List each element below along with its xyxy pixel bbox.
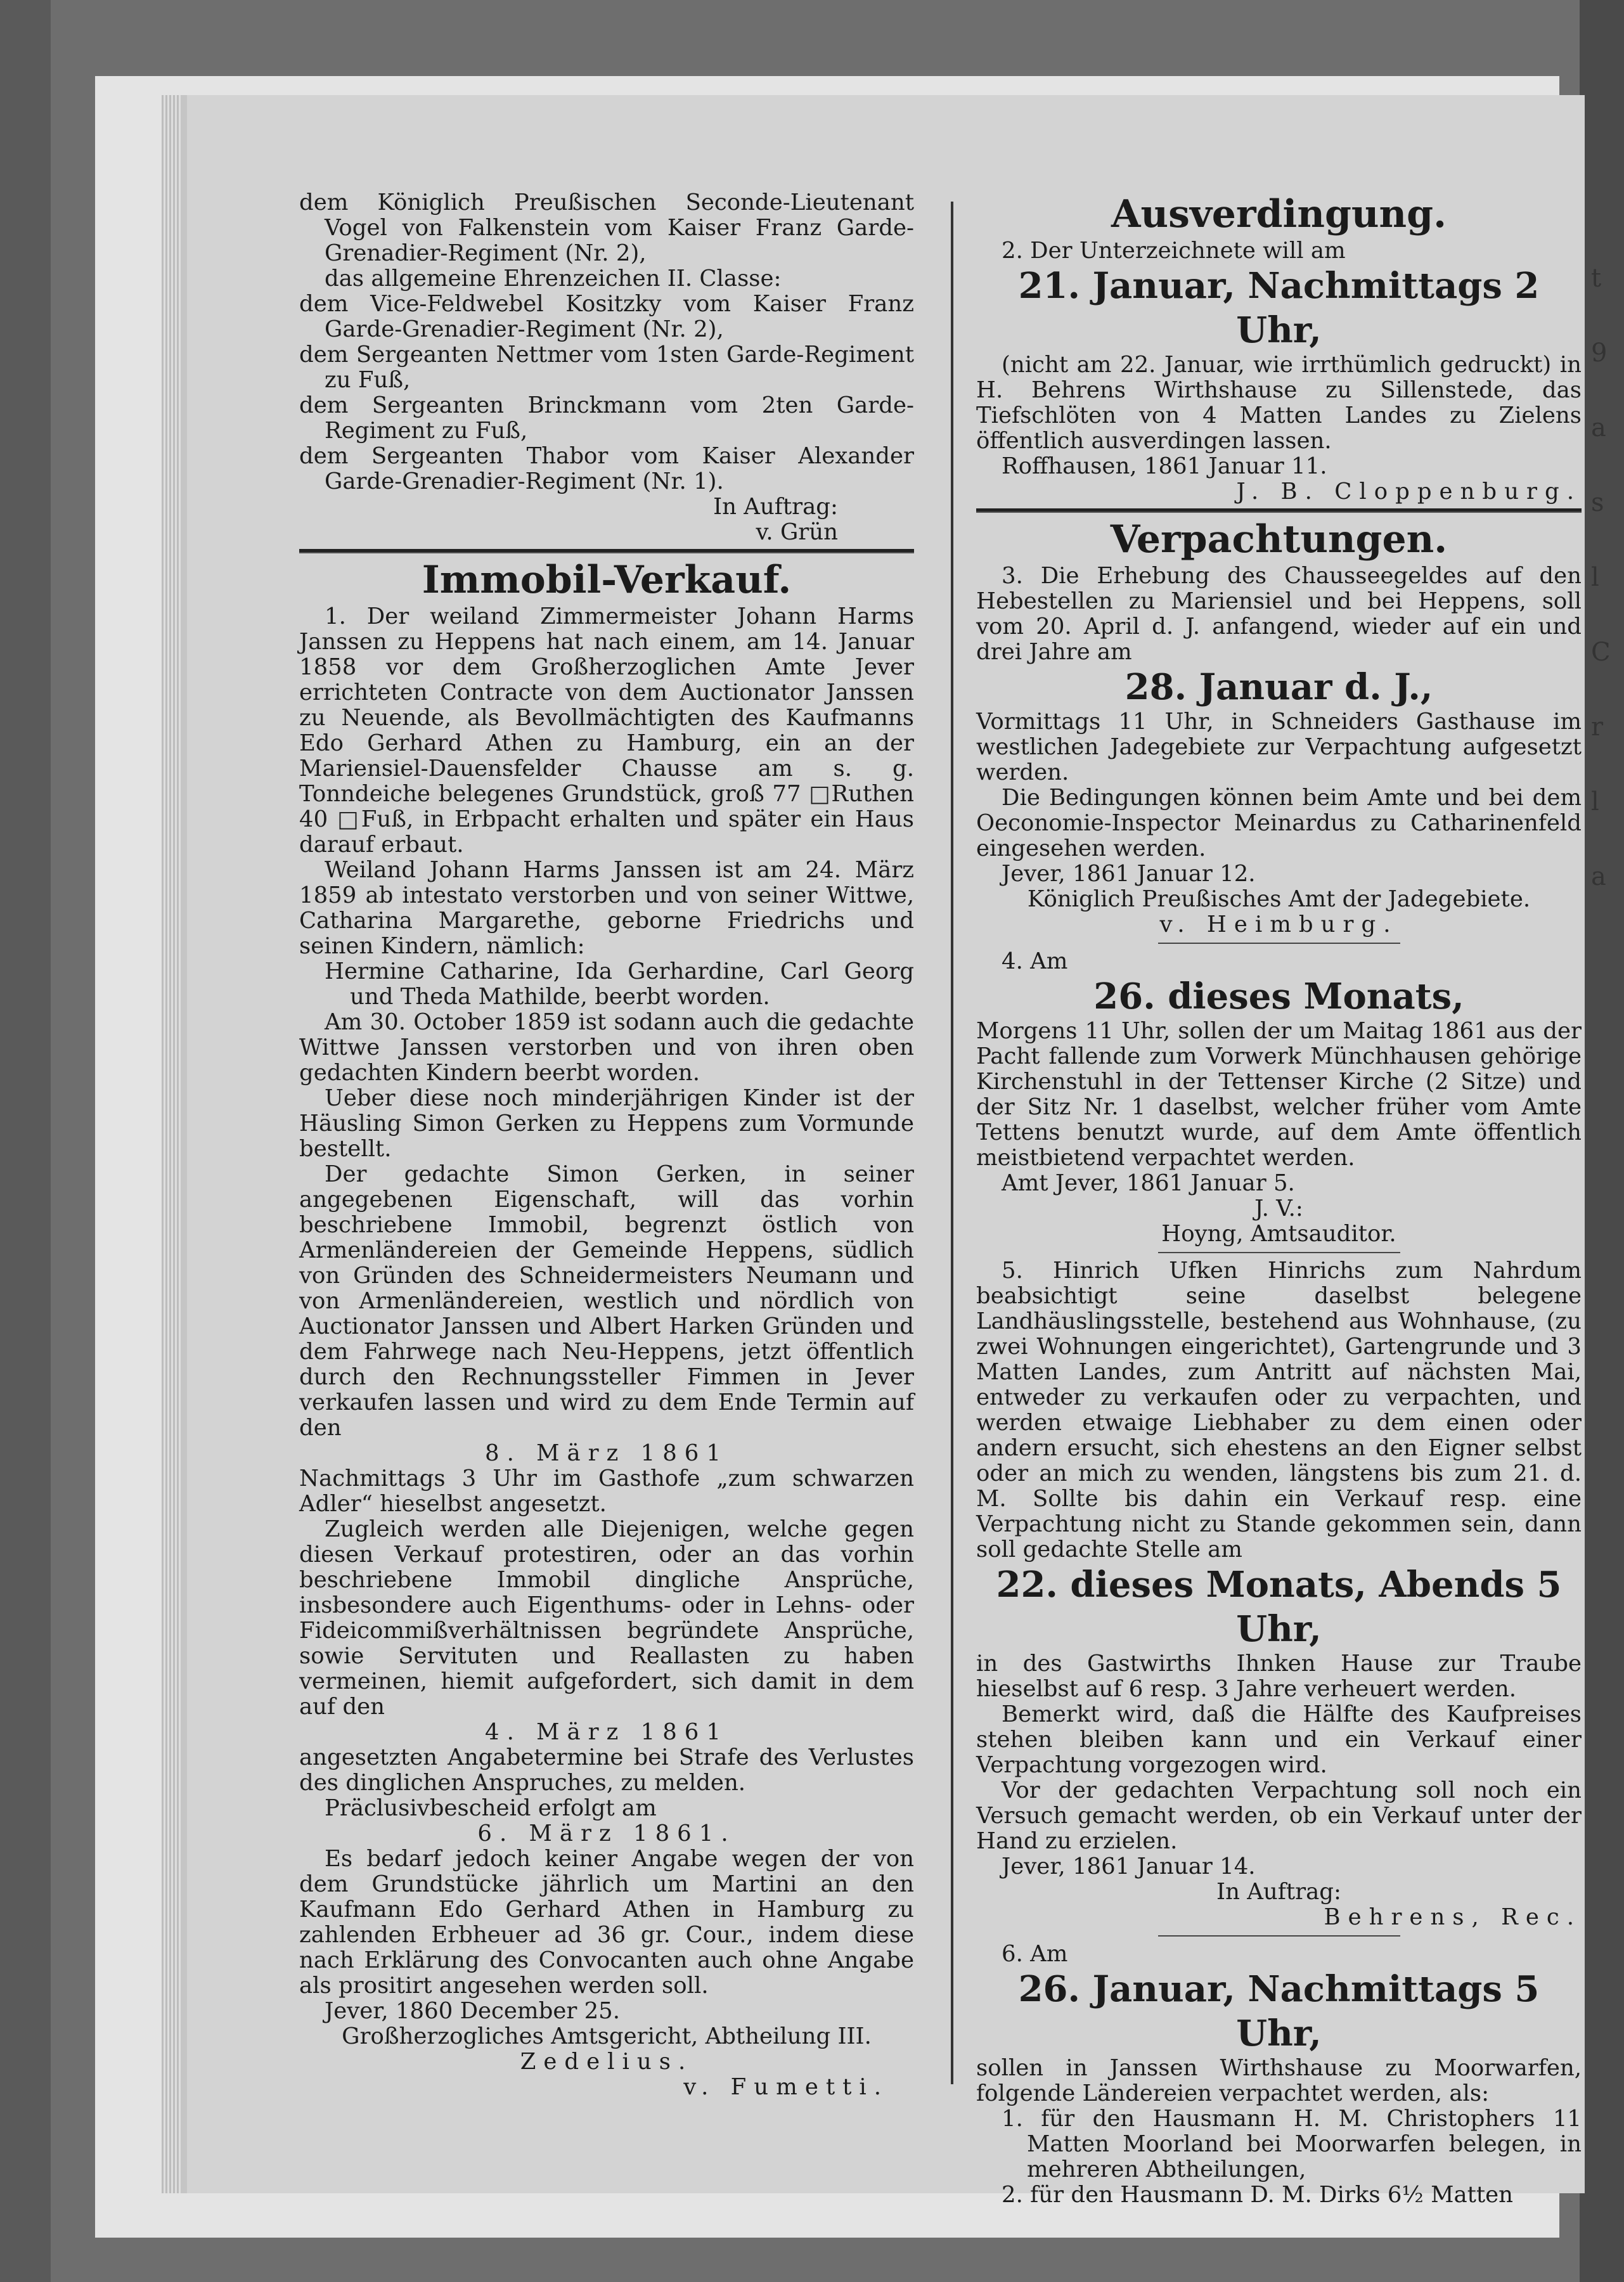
notice-body: 3. Die Erhebung des Chausseegeldes auf den Hebestellen zu Mariensiel und bei Heppens, soll vom 20. April d. J. anfangend, wieder auf ein und drei Jahre am: [976, 563, 1582, 665]
paragraph: Präclusivbescheid erfolgt am: [325, 1795, 657, 1821]
notice-separator: [1158, 1935, 1400, 1937]
notice-body: Die Bedingungen können beim Amte und bei dem Oeconomie-Inspector Meinardus zu Catharinenfeld eingesehen werden.: [976, 785, 1582, 861]
honour-entry: dem Vice-Feldwebel Kositzky vom Kaiser Franz Garde-Grenadier-Regiment (Nr. 2),: [299, 291, 914, 342]
place-date: Jever, 1861 Januar 12.: [1002, 861, 1256, 887]
notice-separator: [1158, 943, 1400, 944]
bleed-char: t: [1591, 264, 1602, 293]
notice-signature: Hoyng, Amtsauditor.: [1161, 1221, 1396, 1247]
notice-intro: 4. Am: [1002, 948, 1068, 974]
notice-signature: Behrens, Rec.: [1324, 1904, 1582, 1930]
paragraph: Der gedachte Simon Gerken, in seiner angegebenen Eigenschaft, will das vorhin beschriebene Immobil, begrenzt östlich von Armenländereien der Gemeinde Heppens, südlich von Gründen des Schneidermeisters Neumann und von Armenländereien, westlich und nördlich von Auctionator Janssen und Albert Harken Gründen und dem Fahrwege nach Neu-Heppens, jetzt öffentlich durch den Rechnungssteller Fimmen in Jever verkaufen lassen und wird zu dem Ende Termin auf den: [299, 1161, 914, 1441]
bleed-char: C: [1591, 638, 1611, 667]
notice-date: 26. dieses Monats,: [1093, 976, 1464, 1017]
place-date: Jever, 1860 December 25.: [325, 1998, 621, 2024]
notice-body: Bemerkt wird, daß die Hälfte des Kaufpreises stehen bleiben kann und ein Verkauf einer Verpachtung vorgezogen wird.: [976, 1701, 1582, 1778]
honours-signature: v. Grün: [756, 519, 838, 545]
paragraph: Am 30. October 1859 ist sodann auch die gedachte Wittwe Janssen verstorben und von ihren oben gedachten Kindern beerbt worden.: [299, 1009, 914, 1086]
notice-signature: J. B. Cloppenburg.: [1236, 479, 1582, 505]
notice-intro: 6. Am: [1002, 1941, 1068, 1967]
bleed-char: r: [1591, 712, 1604, 742]
column-divider: [951, 202, 953, 2084]
honour-entry: dem Sergeanten Thabor vom Kaiser Alexander Garde-Grenadier-Regiment (Nr. 1).: [299, 443, 914, 494]
claims-date: 4. März 1861: [485, 1719, 728, 1745]
place-date: Jever, 1861 Januar 14.: [1002, 1853, 1256, 1879]
page-stack-edge: [162, 95, 181, 2193]
section-title-verpachtungen: Verpachtungen.: [1110, 517, 1448, 562]
paragraph: Zugleich werden alle Diejenigen, welche gegen diesen Verkauf protestiren, oder an das vorhin beschriebene Immobil dingliche Ansprüche, insbesondere auch Eigenthums- oder in Lehns- oder Fideicommißverhältnissen begründete Ansprüche, sowie Servituten und Reallasten zu haben vermeinen, hiemit aufgefordert, sich damit in dem auf den: [299, 1516, 914, 1720]
section-rule: [976, 508, 1582, 513]
office-name: Königlich Preußisches Amt der Jadegebiete.: [1027, 886, 1531, 912]
notice-body: sollen in Janssen Wirthshause zu Moorwarfen, folgende Ländereien verpachtet werden, als:: [976, 2055, 1582, 2106]
notice-body: Vormittags 11 Uhr, in Schneiders Gasthause im westlichen Jadegebiete zur Verpachtung aufgesetzt werden.: [976, 709, 1582, 785]
bleed-char: a: [1591, 413, 1606, 442]
next-page-bleed: [1591, 241, 1623, 1699]
bleed-char: l: [1591, 563, 1599, 592]
paragraph: Es bedarf jedoch keiner Angabe wegen der von dem Grundstücke jährlich um Martini an den Kaufmann Edo Gerhard Athen in Hamburg zu zahlenden Erbheuer ad 36 gr. Cour., indem diese nach Erklärung des Convocanten auch ohne Angabe als prositirt angesehen werden soll.: [299, 1846, 914, 1999]
heirs-list: Hermine Catharine, Ida Gerhardine, Carl Georg und Theda Mathilde, beerbt worden.: [325, 958, 914, 1010]
notice-intro: 2. Der Unterzeichnete will am: [1002, 238, 1346, 264]
left-column: [299, 190, 914, 2100]
notice-date: 22. dieses Monats, Abends 5 Uhr,: [996, 1564, 1562, 1650]
paragraph: angesetzten Angabetermine bei Strafe des Verlustes des dinglichen Anspruches, zu melden.: [299, 1744, 914, 1796]
notice-auftrag: In Auftrag:: [1216, 1879, 1341, 1905]
notice-body: Vor der gedachten Verpachtung soll noch ein Versuch gemacht werden, ob ein Verkauf unter der Hand zu erzielen.: [976, 1777, 1582, 1854]
place-date: Amt Jever, 1861 Januar 5.: [1002, 1170, 1295, 1196]
paragraph: 1. Der weiland Zimmermeister Johann Harms Janssen zu Heppens hat nach einem, am 14. Januar 1858 vor dem Großherzoglichen Amte Jever errichteten Contracte von dem Auctionator Janssen zu Neuende, als Bevollmächtigten des Kaufmanns Edo Gerhard Athen zu Hamburg, ein an der Mariensiel-Dauensfelder Chausse am s. g. Tonndeiche belegenes Grundstück, groß 77 □Ruthen 40 □Fuß, in Erbpacht erhalten und später ein Haus darauf erbaut.: [299, 603, 914, 858]
paragraph: Ueber diese noch minderjährigen Kinder ist der Häusling Simon Gerken zu Heppens zum Vormunde bestellt.: [299, 1085, 914, 1162]
notice-date: 21. Januar, Nachmittags 2 Uhr,: [1018, 265, 1540, 351]
notice-date: 28. Januar d. J.,: [1125, 666, 1433, 708]
notice-vb: J. V.:: [1254, 1196, 1303, 1222]
notice-signature: v. Heimburg.: [1159, 912, 1398, 938]
bleed-char: s: [1591, 488, 1604, 517]
paragraph: Nachmittags 3 Uhr im Gasthofe „zum schwarzen Adler“ hieselbst angesetzt.: [299, 1466, 914, 1517]
section-title-ausverdingung: Ausverdingung.: [1111, 192, 1447, 236]
honour-entry: dem Königlich Preußischen Seconde-Lieutenant Vogel von Falkenstein vom Kaiser Franz Garde-Grenadier-Regiment (Nr. 2),: [299, 190, 914, 266]
notice-body: Morgens 11 Uhr, sollen der um Maitag 1861 aus der Pacht fallende zum Vorwerk Münchhausen gehörige Kirchenstuhl in der Tettenser Kirche (2 Sitze) und der Sitz Nr. 1 daselbst, welcher früher vom Amte Tettens benutzt wurde, auf dem Amte öffentlich meistbietend verpachtet werden.: [976, 1018, 1582, 1171]
honours-auftrag: In Auftrag:: [713, 494, 838, 520]
list-item: 1. für den Hausmann H. M. Christophers 11 Matten Moorland bei Moorwarfen belegen, in mehreren Abtheilungen,: [1002, 2106, 1582, 2182]
place-date: Roffhausen, 1861 Januar 11.: [1002, 453, 1327, 479]
notice-body: 5. Hinrich Ufken Hinrichs zum Nahrdum beabsichtigt seine daselbst belegene Landhäuslingsstelle, bestehend aus Wohnhause, (zu zwei Wohnungen eingerichtet), Gartengrunde und 3 Matten Landes, zum Antritt auf nächsten Mai, entweder zu verkaufen oder zu verpachten, und werden etwaige Liebhaber zu dem einen oder andern ersucht, sich ehestens an den Eigner selbst oder an mich zu wenden, längstens bis zum 21. d. M. Sollte bis dahin ein Verkauf resp. eine Verpachtung nicht zu Stande gekommen sein, dann soll gedachte Stelle am: [976, 1258, 1582, 1563]
scan-background-left: [0, 0, 51, 2282]
bleed-char: 9: [1591, 338, 1608, 368]
list-item: 2. für den Hausmann D. M. Dirks 6½ Matten: [1002, 2182, 1514, 2208]
paragraph: Weiland Johann Harms Janssen ist am 24. März 1859 ab intestato verstorben und von seiner Wittwe, Catharina Margarethe, geborne Friedrichs und seinen Kindern, nämlich:: [299, 857, 914, 959]
clerk-signature: v. Fumetti.: [683, 2074, 889, 2100]
section-rule: [299, 549, 914, 553]
section-title-immobil: Immobil-Verkauf.: [422, 558, 792, 602]
honour-class: das allgemeine Ehrenzeichen II. Classe:: [325, 266, 782, 292]
judge-signature: Zedelius.: [520, 2049, 693, 2075]
honour-entry: dem Sergeanten Brinckmann vom 2ten Garde-Regiment zu Fuß,: [299, 392, 914, 444]
notice-body: (nicht am 22. Januar, wie irrthümlich gedruckt) in H. Behrens Wirthshause zu Sillenstede, das Tiefschlöten von 4 Matten Landes zu Zielens öffentlich ausverdingen lassen.: [976, 352, 1582, 454]
right-column: [976, 190, 1582, 2208]
notice-date: 26. Januar, Nachmittags 5 Uhr,: [1018, 1968, 1540, 2054]
bleed-char: l: [1591, 787, 1599, 816]
notice-body: in des Gastwirths Ihnken Hause zur Traube hieselbst auf 6 resp. 3 Jahre verheuert werden.: [976, 1651, 1582, 1702]
auction-date: 8. März 1861: [485, 1440, 728, 1466]
court-name: Großherzogliches Amtsgericht, Abtheilung III.: [342, 2023, 872, 2049]
bleed-char: a: [1591, 862, 1606, 891]
honour-entry: dem Sergeanten Nettmer vom 1sten Garde-Regiment zu Fuß,: [299, 342, 914, 393]
decision-date: 6. März 1861.: [477, 1821, 736, 1847]
notice-separator: [1158, 1252, 1400, 1253]
